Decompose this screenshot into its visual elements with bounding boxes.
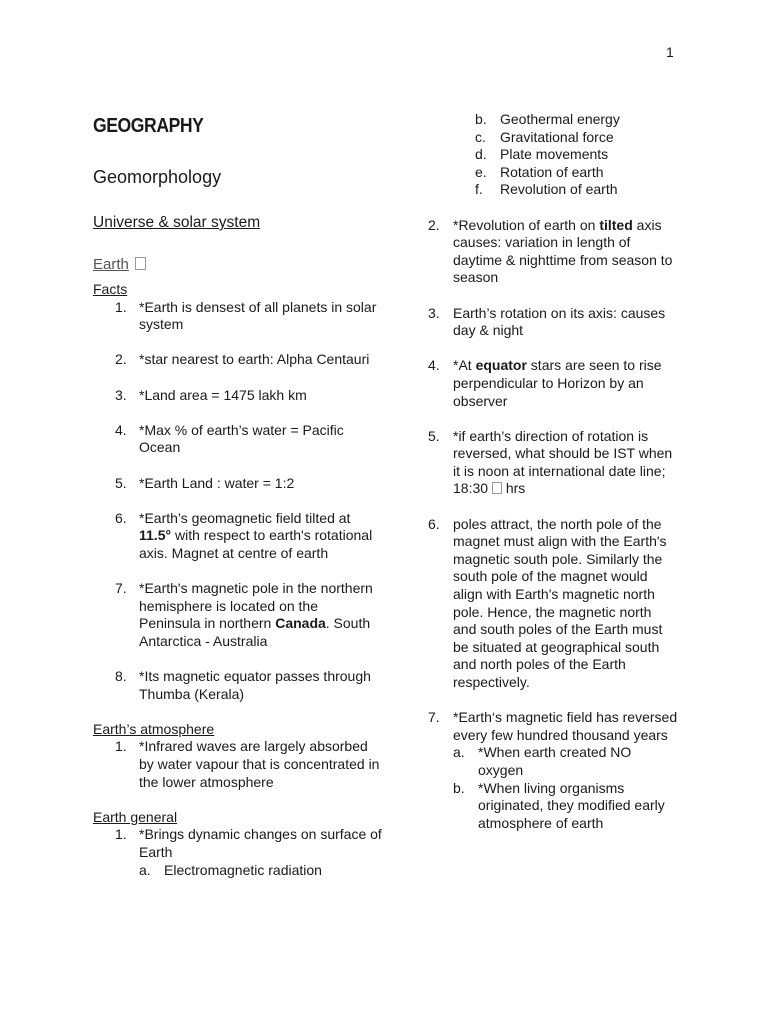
- list-item: 1. *Brings dynamic changes on surface of Earth a. Electromagnetic radiation: [115, 826, 382, 878]
- general-list-continued: [428, 217, 678, 833]
- sublist-item: b. *When living organisms originated, they modified early atmosphere of earth: [453, 779, 665, 831]
- sublist: [139, 862, 383, 880]
- sublist-item: c. Gravitational force: [475, 128, 614, 145]
- sublist-item: a. *When earth created NO oxygen: [453, 744, 632, 778]
- list-item: 1. *Earth is densest of all planets in solar system: [115, 298, 377, 333]
- sublist-item: b. Geothermal energy: [475, 111, 620, 127]
- sublist-item: d. Plate movements: [475, 146, 609, 163]
- topic-heading: Universe & solar system: [93, 214, 261, 231]
- left-column: [93, 114, 383, 879]
- general-heading: Earth general: [93, 808, 178, 825]
- facts-list: [93, 299, 383, 704]
- facts-heading: Facts: [93, 281, 128, 297]
- list-item: 7. *Earth‘s magnetic field has reversed every few hundred thousand years a. *When earth created NO oxygen b. *When living organisms originated, they modified early atmosphere of earth: [428, 709, 678, 831]
- sublist-item: f. Revolution of earth: [475, 181, 618, 198]
- sublist: [453, 744, 678, 832]
- missing-glyph-icon: [492, 482, 502, 494]
- list-item: 1. *Infrared waves are largely absorbed by water vapour that is concentrated in the lower atmosphere: [115, 738, 380, 790]
- sublist-continued: [475, 111, 678, 199]
- list-item: 6. *Earth’s geomagnetic field tilted at 11.5° with respect to earth's rotational axis. Magnet at centre of earth: [115, 509, 373, 561]
- right-column: [428, 111, 678, 832]
- list-item: 5. *if earth’s direction of rotation is reversed, what should be IST when it is noon at international date line; 18:30 hrs: [428, 427, 673, 497]
- missing-glyph-icon: [135, 257, 146, 270]
- atmosphere-heading: Earth’s atmosphere: [93, 720, 215, 737]
- list-item: 2. *Revolution of earth on tilted axis causes: variation in length of daytime & nighttime from season to season: [428, 216, 673, 286]
- list-item: 4. *Max % of earth’s water = Pacific Ocean: [115, 421, 344, 456]
- sublist-item: a. Electromagnetic radiation: [139, 861, 322, 878]
- list-item: 3. Earth’s rotation on its axis: causes day & night: [428, 304, 666, 339]
- list-item: 5. *Earth Land : water = 1:2: [115, 474, 295, 491]
- page-number: 1: [666, 44, 674, 60]
- list-item: 7. *Earth's magnetic pole in the northern hemisphere is located on the Peninsula in northern Canada. South Antarctica - Australia: [115, 580, 373, 649]
- earth-heading: [93, 255, 383, 275]
- list-item: 6. poles attract, the north pole of the magnet must align with the Earth's magnetic south pole. Similarly the south pole of the magnet would align with Earth's magnetic north pole. Hence, the magnetic north and south poles of the Earth must be situated at geographical south and north poles of the Earth respectively.: [428, 515, 667, 690]
- sublist-item: e. Rotation of earth: [475, 163, 604, 180]
- list-item: 2. *star nearest to earth: Alpha Centauri: [115, 351, 370, 368]
- earth-heading-text: Earth: [93, 256, 129, 273]
- list-item: 8. *Its magnetic equator passes through Thumba (Kerala): [115, 668, 371, 702]
- document-title: GEOGRAPHY: [93, 115, 204, 137]
- atmosphere-list: [93, 738, 383, 791]
- list-item: 4. *At equator stars are seen to rise perpendicular to Horizon by an observer: [428, 357, 662, 409]
- general-list: [93, 826, 383, 879]
- subject-heading: Geomorphology: [93, 167, 222, 187]
- list-item: 3. *Land area = 1475 lakh km: [115, 386, 307, 403]
